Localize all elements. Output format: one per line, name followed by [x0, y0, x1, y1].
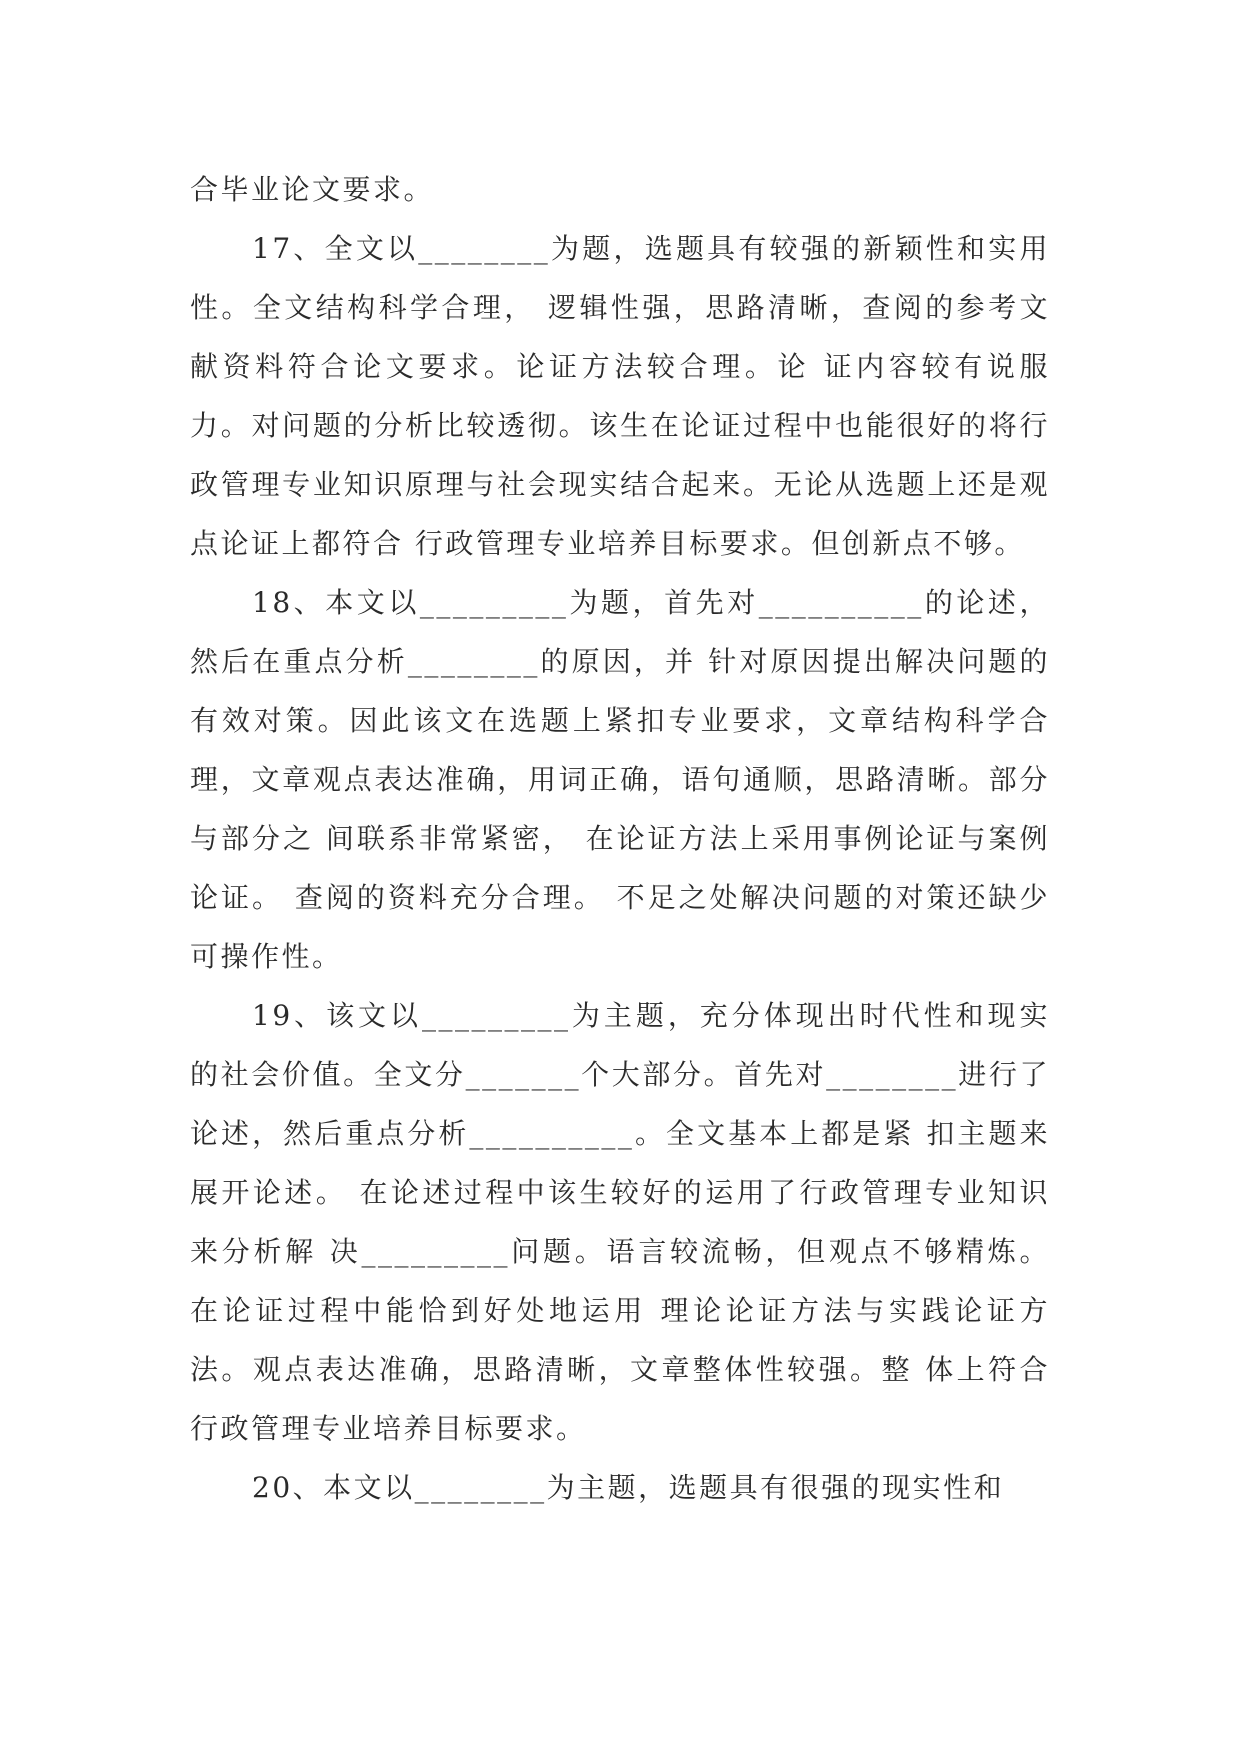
paragraph-item-18: 18、本文以_________为题，首先对__________的论述，然后在重点分析________的原因，并 针对原因提出解决问题的有效对策。因此该文在选题上紧扣专业要求，文章结构科学合理，文章观点表达准确，用词正确，语句通顺，思路清晰。部分与部分之 间联系非常紧密， 在论证方法上采用事例论证与案例论证。 查阅的资料充分合理。 不足之处解决问题的对策还缺少可操作性。: [190, 586, 1050, 973]
document-body: [190, 160, 1050, 1517]
paragraph-item-19: 19、该文以_________为主题，充分体现出时代性和现实的社会价值。全文分_______个大部分。首先对________进行了论述，然后重点分析__________。全文基本上都是紧 扣主题来展开论述。 在论述过程中该生较好的运用了行政管理专业知识来分析解 决_________问题。语言较流畅，但观点不够精炼。在论证过程中能恰到好处地运用 理论论证方法与实践论证方法。观点表达准确，思路清晰，文章整体性较强。整 体上符合行政管理专业培养目标要求。: [190, 999, 1050, 1445]
paragraph-item-17: 17、全文以________为题，选题具有较强的新颖性和实用性。全文结构科学合理， 逻辑性强，思路清晰，查阅的参考文献资料符合论文要求。论证方法较合理。论 证内容较有说服力。对问题的分析比较透彻。该生在论证过程中也能很好的将行 政管理专业知识原理与社会现实结合起来。无论从选题上还是观点论证上都符合 行政管理专业培养目标要求。但创新点不够。: [190, 232, 1050, 560]
paragraph-continuation: 合毕业论文要求。: [190, 173, 435, 206]
paragraph-item-20: 20、本文以________为主题，选题具有很强的现实性和: [252, 1471, 1005, 1504]
